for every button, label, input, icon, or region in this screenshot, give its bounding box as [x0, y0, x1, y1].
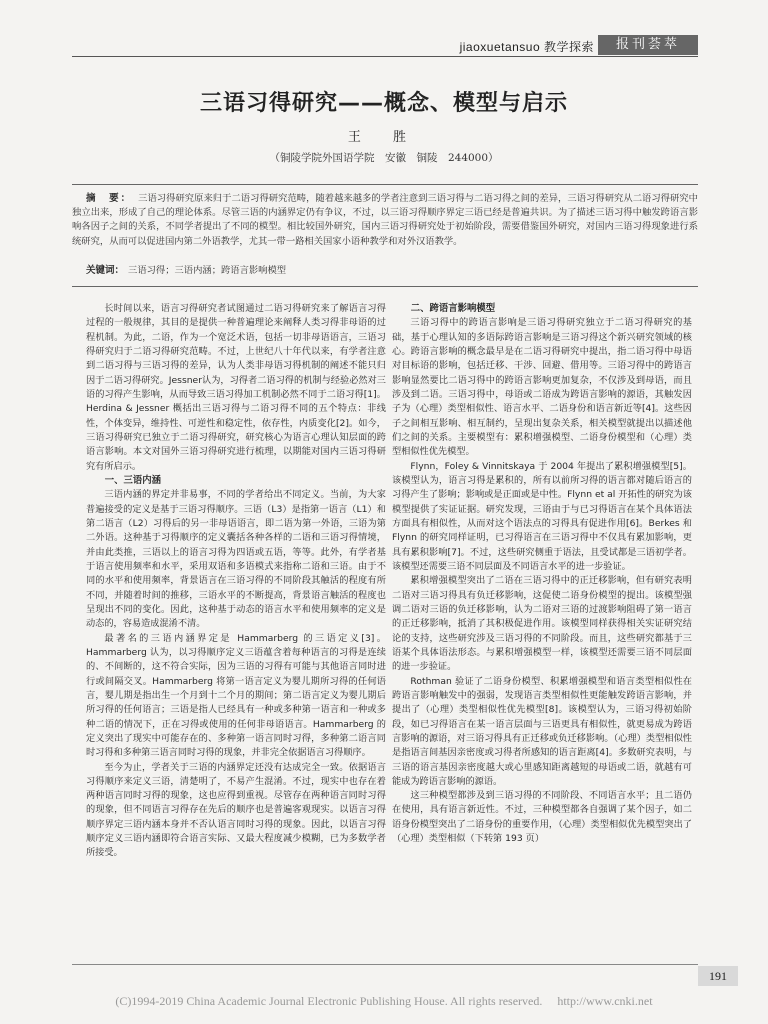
body-paragraph: 这三种模型都涉及到三语习得的不同阶段、不同语言水平；且二语仍在使用，具有语言新近性。不过，三种模型都各自强调了某个因子，如二语身份模型突出了二语身份的重要作用，（心理）类型相似优先模型突出了（心理）类型相似（下转第 193 页） [392, 790, 692, 845]
abstract-top-rule [72, 184, 698, 185]
body-column-right [392, 302, 692, 846]
body-paragraph: 累积增强模型突出了二语在三语习得中的正迁移影响，但有研究表明二语对三语习得具有负迁移影响，这促使二语身份模型的提出。该模型强调二语对三语的负迁移影响，认为二语对三语的过渡影响阻碍了第一语言的正迁移影响，抵消了其积极促进作用。该模型同样获得相关实证研究结论的支持，这些研究涉及三语习得的不同阶段。而且，这些研究都基于三语某个具体语法形态。与累积增强模型一样，该模型还需要三语不同层面的进一步验证。 [392, 575, 692, 673]
body-paragraph: 至今为止，学者关于三语的内涵界定还没有达成完全一致。依据语言习得顺序来定义三语，清楚明了，不易产生混淆。不过，现实中也存在着两种语言同时习得的现象，这也应得到重视。尽管存在两种语言同时习得的现象，但不同语言习得存在先后的顺序也是普遍客观现实。以语言习得顺序界定三语内涵本身并不否认语言同时习得的现象。因此，以语言习得顺序定义三语内涵即符合语言实际、又最大程度减少模糊，已为多数学者所接受。 [86, 761, 386, 859]
body-paragraph: Rothman 验证了二语身份模型、积累增强模型和语言类型相似性在跨语言影响触发中的强弱，发现语言类型相似性更能触发跨语言影响，并提出了（心理）类型相似性优先模型[8]。该模型认为，三语习得初始阶段，如已习得语言在某一语言层面与三语更具有相似性，就更易成为跨语言影响的源语，对三语习得具有正迁移或负迁移影响。（心理）类型相似性是指语言间基因亲密度或习得者所感知的语言距离[4]。多数研究表明，与三语的语言基因亲密度越大或心里感知距离越短的母语或二语，就越有可能成为跨语言影响的源语。 [392, 675, 692, 787]
copyright-footer: (C)1994-2019 China Academic Journal Electronic Publishing House. All rights reserved. http://www.cnki.net [115, 994, 653, 1008]
section-badge: 报刊荟萃 [598, 35, 698, 55]
page-number: 191 [698, 966, 738, 986]
abstract-block [72, 192, 698, 249]
section-heading: 一、三语内涵 [104, 474, 162, 486]
abstract-bottom-rule [72, 286, 698, 287]
abstract-label: 摘 要： [86, 193, 133, 204]
body-paragraph: 三语内涵的界定并非易事，不同的学者给出不同定义。当前，为大家普遍接受的定义是基于三语习得顺序。三语（L3）是指第一语言（L1）和第二语言（L2）习得后的另一非母语语言，即二语为第一外语，三语为第二外语。这种基于习得顺序的定义囊括各种各样的二语和三语习得情境，并由此类推，三语以上的语言习得为四语或五语，等等。此外，有学者基于语言使用频率和水平，采用双语和多语模式来指称二语和三语。由于不同的水平和使用频率，背景语言在三语习得的不同阶段其触活的程度有所不同，并随着时间的推移，三语水平的不断提高，背景语言触活的程度也呈现出不同的变化。因此，这种基于动态的语言水平和使用频率的定义是动态的，容易造成混淆不清。 [86, 489, 386, 630]
keywords-label: 关键词： [86, 265, 125, 276]
article-title: 三语习得研究——概念、模型与启示 [199, 91, 568, 116]
body-paragraph: 最著名的三语内涵界定是 Hammarberg 的三语定义[3]。Hammarberg 认为，以习得顺序定义三语蕴含着每种语言的习得是连续的、不间断的，这不符合实际，因为三语的习得有可能与其他语言同时进行或间隔交叉。Hammarberg 将第一语言定义为婴儿期所习得的任何语言，婴儿期是指出生一个月到十二个月的期间；第二语言定义为婴儿期后所习得的任何语言；三语是指人已经具有一种或多种第一语言和一种或多种二语的情况下，正在习得或使用的任何非母语语言。Hammarberg 的定义突出了现实中可能存在的、多种第一语言同时习得，多种第二语言同时习得和多种第三语言同时习得的现象，并非完全依据语言习得顺序。 [86, 632, 386, 759]
author-affiliation: （铜陵学院外国语学院 安徽 铜陵 244000） [269, 152, 499, 164]
body-paragraph: 长时间以来，语言习得研究者试图通过二语习得研究来了解语言习得过程的一般规律，其目的是提供一种普遍理论来阐释人类习得非母语的过程机制。为此，二语，作为一个宽泛术语，包括一切非母语语言，三语习得研究归于二语习得研究范畴。不过，上世纪八十年代以来，有学者注意到二语习得与三语习得的差异，认为人类非母语习得机制的阐述不能只归因于二语习得研究。Jessner认为，习得者二语习得的机制与经验必然对三语的习得产生影响，从而导致三语习得加工机制必然不同于二语习得[1]。Herdina & Jessner 概括出三语习得与二语习得不同的五个特点：非线性，个体变异，维持性、可逆性和稳定性，依存性，内质变化[2]。如今，三语习得研究已独立于二语习得研究，研究核心为语言心理认知层面的跨语言影响。本文对国外三语习得研究进行梳理，以期能对国内三语习得研究有所启示。 [86, 303, 386, 472]
body-column-left [86, 302, 386, 861]
abstract-text: 三语习得研究原来归于二语习得研究范畴，随着越来越多的学者注意到三语习得与二语习得之间的差异，三语习得研究从二语习得研究中独立出来，形成了自己的理论体系。尽管三语的内涵界定仍有争议，不过，以三语习得顺序界定三语已经是普遍共识。为了描述三语习得中触发跨语言影响各因子之间的关系，不同学者提出了不同的模型。相比较国外研究，国内三语习得研究处于初始阶段，需要借鉴国外研究，对国内三语习得现象进行系统研究，从而可以促进国内第二外语教学，尤其一带一路相关国家小语种教学和对外汉语教学。 [72, 193, 698, 247]
section-heading: 二、跨语言影响模型 [410, 303, 496, 314]
keywords-block [86, 264, 698, 278]
keywords-text: 三语习得；三语内涵；跨语言影响模型 [128, 265, 287, 276]
body-paragraph: 三语习得中的跨语言影响是三语习得研究独立于二语习得研究的基础，基于心理认知的多语际跨语言影响是三语习得这个新兴研究领域的核心。跨语言影响的概念最早是在二语习得研究中提出，指二语习得中母语对目标语的影响，包括迁移、干涉、回避、借用等。三语习得中的跨语言影响显然要比二语习得中的跨语言影响更加复杂，不仅涉及到母语，而且涉及到二语。三语习得中，母语或二语成为跨语言影响的源语，其触发因子为（心理）类型相似性、语言水平、二语身份和语言新近等[4]。这些因子之间相互影响、相互制约，呈现出复杂关系，相关模型就提出以描述他们之间的关系。主要模型有：累积增强模型、二语身份模型和（心理）类型相似性优先模型。 [392, 317, 692, 458]
footer-rule [72, 964, 698, 965]
body-paragraph: Flynn，Foley & Vinnitskaya 于 2004 年提出了累积增强模型[5]。该模型认为，语言习得是累积的，所有以前所习得的语言都对随后语言的习得产生了影响；影响或是正面或是中性。Flynn et al 开拓性的研究为该模型提供了实证证据。研究发现，三语由于与已习得语言在某个具体语法方面具有相似性，从而对这个语法点的习得具有促进作用[6]。Berkes 和 Flynn 的研究同样证明，已习得语言在三语习得中不仅具有累加影响，更具有累积影响[7]。不过，这些研究侧重于语法，且受试都是三语初学者。该模型还需要三语不同层面及不同语言水平的进一步验证。 [392, 460, 692, 572]
author-name: 王 胜 [347, 130, 421, 145]
header-rule [72, 56, 698, 57]
journal-site-label: jiaoxuetansuo 教学探索 [459, 40, 594, 54]
